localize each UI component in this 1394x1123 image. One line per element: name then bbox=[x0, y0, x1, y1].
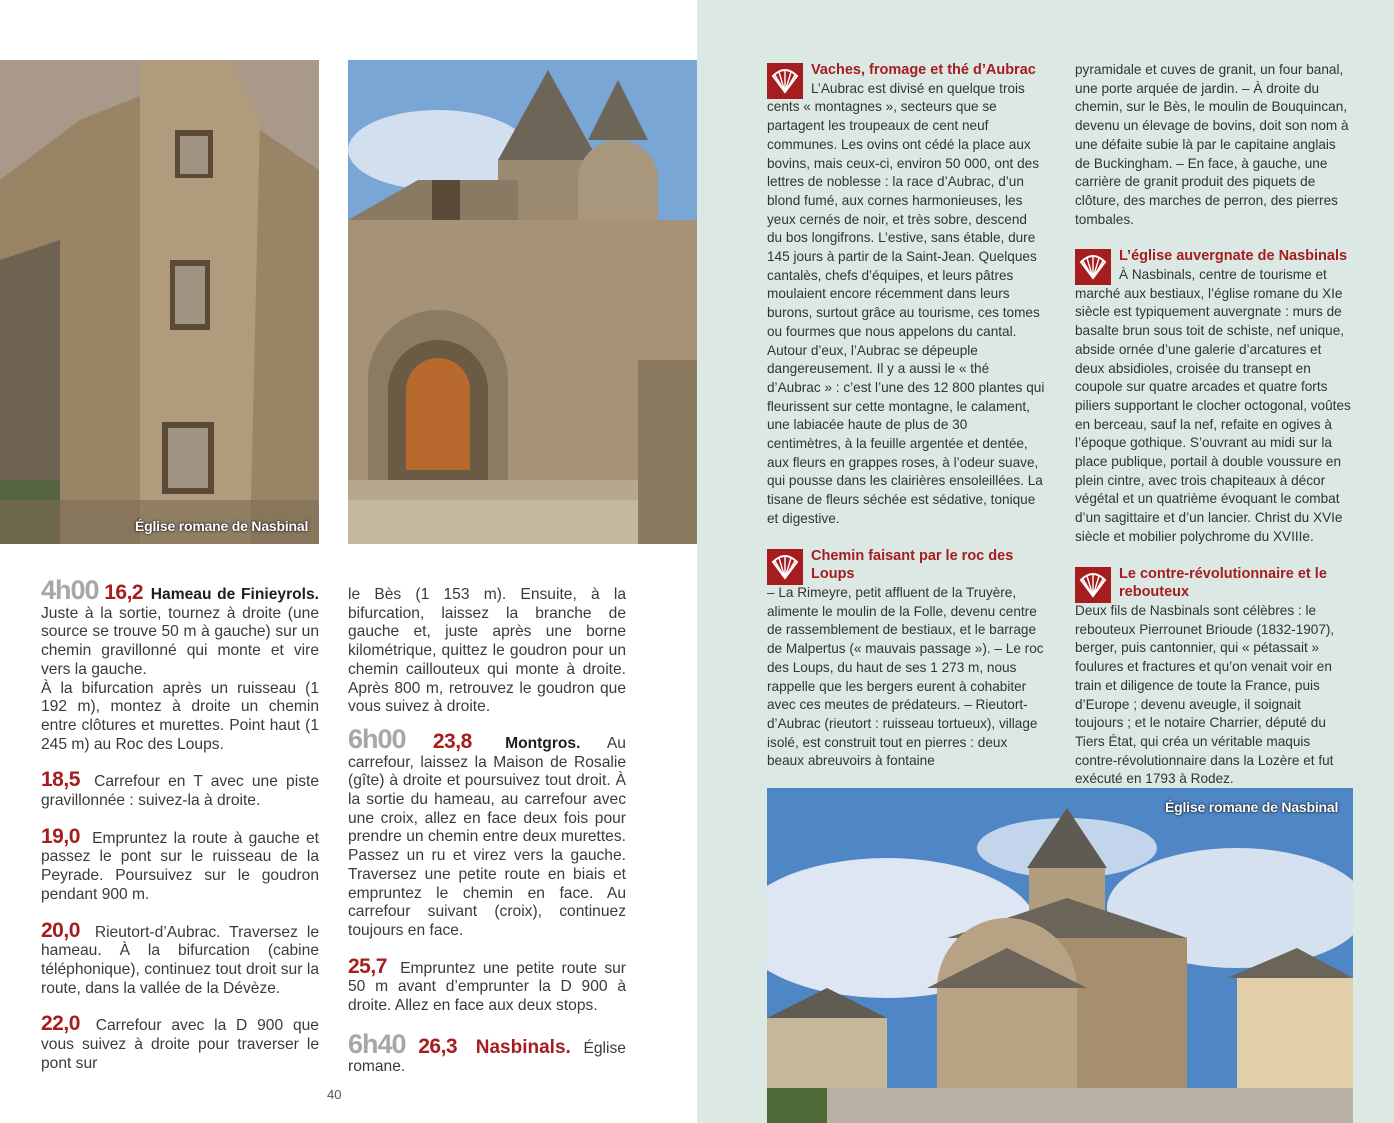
info-box-body: cents « montagnes », secteurs que se partagent les troupeaux de cent neuf communes. Les ovins ont cédé la place aux bovins, mais ceux-ci, environ 50 000, ont des lettres de noblesse : la race d’Aubrac, d’un blond fumé, aux cornes harmonieuses, les yeux cernés de noir, et très sobre, descend du bos longifrons. L’estive, sans étable, dure 145 jours à partir de la Saint-Jean. Quelques cantalès, chefs d’équipes, et leurs pâtres moulaient encore récemment dans leurs burons, surtout grâce au tourisme, ces tomes ou fourmes que nous appelons du cantal. Autour d’eux, l’Aubrac se dépeuple dangereusement. Il y a aussi le « thé d’Aubrac » : c’est l’une des 12 800 plantes qui fleurissent sur cette montagne, le calament, une labiacée haute de plus de 30 centimètres, à la feuille argentée et dentée, aux fleurs en grappes roses, à l’odeur suave, qui pousse dans les clairières ensoleillées. La tisane de fleurs séchée est sédative, tonique et digestive. bbox=[767, 99, 1045, 526]
info-box-lead: L’Aubrac est divisé en quelque trois bbox=[811, 80, 1025, 96]
info-box-title: Vaches, fromage et thé d’Aubrac bbox=[811, 62, 1036, 78]
info-box-body: – La Rimeyre, petit affluent de la Truyère, alimente le moulin de la Folle, devenu centre de rassemblement de bestiaux, et le barrage de Malpertus (« mauvais passage »). – Le roc des Loups, du haut de ses 1 273 m, nous rappelle que les bergers eurent à cohabiter avec ces meutes de prédateurs. – Rieutort-d’Aubrac (rieutort : ruisseau tortueux), village isolé, est construit tout en pierres : deux beaux abreuvoirs à fontaine bbox=[767, 584, 1044, 769]
step-place: Hameau de Finieyrols. bbox=[150, 586, 320, 603]
step-text: Rieutort-d’Aubrac. Traversez le hameau. À la bifurcation (cabine téléphonique), continuez tout droit sur la route, dans la vallée de la Dévèze. bbox=[41, 923, 319, 997]
step-km: 18,5 bbox=[41, 768, 80, 792]
info-box-body: marché aux bestiaux, l’église romane du XIe siècle est typiquement auvergnate : murs de basalte brun sous toit de schiste, nef unique, abside ornée d’une galerie d’arcatures et deux absidioles, croisée du transept en coupole sur quatre arcades et quatre forts piliers supportant le clocher octogonal, voûtes en berceau, sauf la nef, refaite en ogives à l’époque gothique. S’ouvrant au midi sur la place publique, portail à double voussure en plein cintre, avec trois chapiteaux à décor végétal et un quatrième évoquant le combat d’un sagittaire et d’un lancier. Christ du XVIe siècle et mobilier polychrome du XVIIIe. bbox=[1075, 285, 1351, 544]
info-box-header bbox=[1075, 247, 1353, 284]
church-portal-image bbox=[348, 60, 697, 544]
nasbinals-church-image bbox=[767, 788, 1353, 1123]
info-box-rebouteux bbox=[1075, 565, 1353, 789]
right-page bbox=[697, 0, 1394, 1123]
step-text: Carrefour avec la D 900 que vous suivez à droite pour traverser le pont sur bbox=[41, 1017, 319, 1072]
step-text-2: À la bifurcation après un ruisseau (1 192 m), montez à droite un chemin entre clôtures et murettes. Point haut (1 245 m) au Roc des Loups. bbox=[41, 679, 319, 753]
photo-church-portal bbox=[348, 60, 697, 544]
step-text: Église romane. bbox=[348, 1039, 626, 1076]
itinerary-step bbox=[348, 1028, 626, 1077]
photo-nasbinals-church bbox=[767, 788, 1353, 1123]
info-column-1 bbox=[767, 61, 1045, 789]
scallop-shell-icon bbox=[767, 63, 803, 99]
itinerary-column-2 bbox=[348, 586, 626, 1093]
step-text: Empruntez la route à gauche et passez le pont sur le ruisseau de la Peyrade. Poursuivez sur le goudron pendant 900 m. bbox=[41, 829, 319, 903]
info-continuation: pyramidale et cuves de granit, un four banal, une porte arquée de jardin. – À droite du chemin, sur le Bès, le moulin de Bouquincan, devenu un élevage de bovins, doit son nom à une défaite subie là par le capitaine anglais de Buckingham. – En face, à gauche, une carrière de granit produit des piquets de clôture, des marches de perron, des pierres tombales. bbox=[1075, 62, 1349, 227]
info-column-2 bbox=[1075, 61, 1353, 807]
itinerary-step bbox=[41, 824, 319, 905]
scallop-shell-icon bbox=[1075, 249, 1111, 285]
step-km: 23,8 bbox=[432, 729, 472, 753]
step-km: 16,2 bbox=[104, 581, 144, 604]
info-box-vaches bbox=[767, 61, 1045, 529]
step-time: 6h00 bbox=[348, 723, 406, 754]
step-text: Au carrefour, laissez la Maison de Rosalie (gîte) à droite et poursuivez tout droit. À la sortie du hameau, au carrefour avec une croix, allez en face deux fois pour prendre un chemin entre deux murettes. Passez un ru et virez vers la gauche. Traversez une petite route en biais et empruntez le chemin en face. Au carrefour suivant (croix), continuez toujours en face. bbox=[348, 734, 626, 939]
step-text: Carrefour en T avec une piste gravillonnée : suivez-la à droite. bbox=[41, 773, 319, 810]
photo-caption-right: Église romane de Nasbinal bbox=[1165, 799, 1339, 815]
scallop-shell-icon bbox=[767, 549, 803, 585]
step-km: 22,0 bbox=[41, 1012, 80, 1036]
step-place: Montgros. bbox=[505, 734, 581, 752]
info-box-header bbox=[767, 61, 1045, 98]
itinerary-step bbox=[348, 723, 626, 941]
step-km: 19,0 bbox=[41, 824, 80, 848]
itinerary-step bbox=[41, 1014, 319, 1073]
info-box-header bbox=[767, 547, 1045, 584]
itinerary-step bbox=[41, 575, 320, 754]
info-box-body: Deux fils de Nasbinals sont célèbres : le rebouteux Pierrounet Brioude (1832-1907), berger, puis cantonnier, qui « pétassait » foulures et fractures et qu’on venait voir en train et diligence de toute la France, puis d’Europe ; devenu aveugle, il soignait toujours ; et le notaire Charrier, député du Tiers État, qui créa un véritable maquis contre-révolutionnaire dans la Lozère et fut exécuté en 1793 à Rodez. bbox=[1075, 602, 1335, 787]
step-km: 20,0 bbox=[41, 918, 80, 942]
page-number: 40 bbox=[327, 1087, 342, 1102]
info-box-header bbox=[1075, 565, 1353, 602]
scallop-shell-icon bbox=[1075, 567, 1111, 603]
step-text: Juste à la sortie, tournez à droite (une source se trouve 50 m à gauche) sur un chemin gravillonné qui monte et vire vers la gauche. bbox=[41, 604, 319, 678]
itinerary-continuation: le Bès (1 153 m). Ensuite, à la bifurcation, laissez la branche de gauche et, juste après une borne kilométrique, quittez le goudron pour un chemin caillouteux qui monte à droite. Après 800 m, retrouvez le goudron que vous suivez à droite. bbox=[348, 586, 626, 716]
itinerary-step bbox=[41, 770, 319, 810]
itinerary-step bbox=[348, 954, 626, 1016]
info-box-title: Chemin faisant par le roc des Loups bbox=[811, 547, 1014, 583]
step-km: 25,7 bbox=[348, 954, 387, 978]
info-box-chemin bbox=[767, 547, 1045, 771]
step-time: 6h40 bbox=[348, 1028, 406, 1059]
photo-caption-left: Église romane de Nasbinal bbox=[135, 518, 309, 534]
step-text: Empruntez une petite route sur 50 m avant d’emprunter la D 900 à droite. Allez en face aux deux stops. bbox=[348, 959, 626, 1015]
itinerary-column-1 bbox=[41, 575, 320, 1089]
itinerary-step bbox=[41, 918, 319, 999]
photo-stone-house bbox=[0, 60, 319, 544]
step-place: Nasbinals. bbox=[475, 1036, 571, 1058]
info-box-title: Le contre-révolutionnaire et le rebouteux bbox=[1119, 565, 1327, 601]
info-box-title: L’église auvergnate de Nasbinals bbox=[1119, 248, 1348, 265]
step-time: 4h00 bbox=[41, 575, 99, 605]
stone-house-image bbox=[0, 60, 319, 544]
info-box-lead: À Nasbinals, centre de tourisme et bbox=[1119, 267, 1327, 283]
info-box-eglise bbox=[1075, 247, 1353, 546]
step-km: 26,3 bbox=[418, 1034, 458, 1058]
